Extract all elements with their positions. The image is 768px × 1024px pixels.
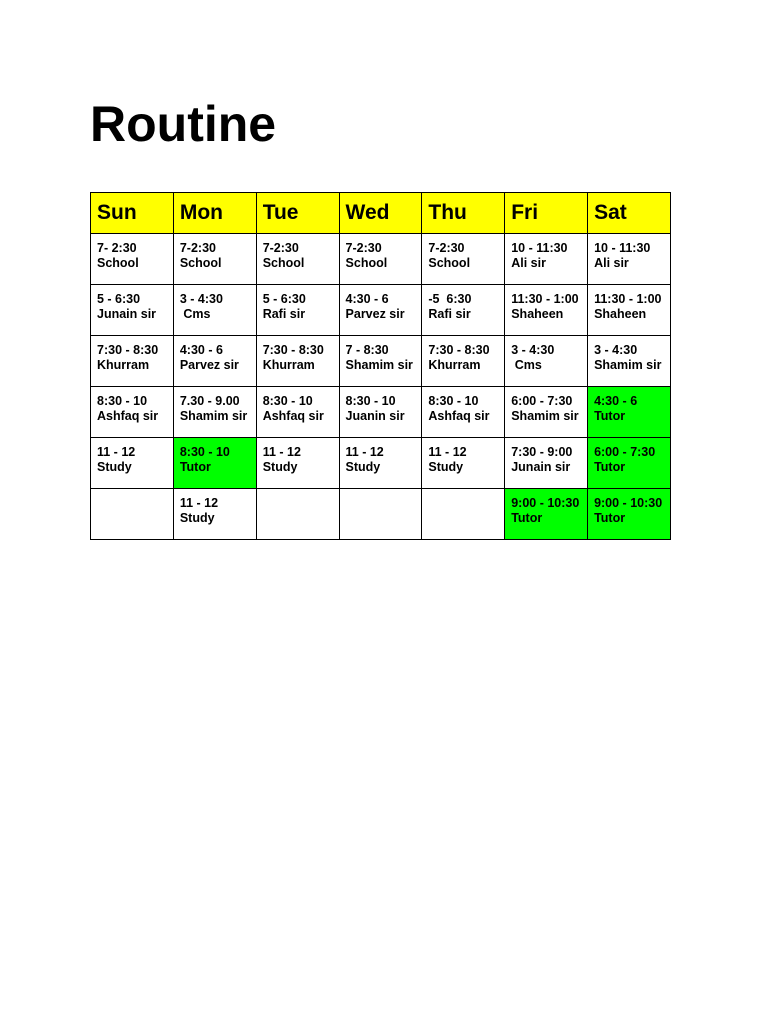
schedule-cell-wed	[339, 234, 422, 285]
schedule-cell-mon	[173, 336, 256, 387]
cell-time: 11:30 - 1:00	[511, 292, 579, 306]
cell-time: 4:30 - 6	[179, 343, 223, 357]
table-row	[91, 336, 671, 387]
table-row	[91, 285, 671, 336]
schedule-cell-sat	[588, 234, 671, 285]
cell-time: 11 - 12	[428, 445, 467, 459]
cell-time: 8:30 - 10	[345, 394, 396, 408]
cell-label: Parvez sir	[179, 358, 239, 372]
schedule-cell-mon	[173, 438, 256, 489]
table-row	[91, 489, 671, 540]
cell-time: 7:30 - 9:00	[511, 445, 573, 459]
day-header-thu: Thu	[422, 193, 505, 234]
cell-label: Shaheen	[511, 307, 564, 321]
cell-time: 3 - 4:30	[179, 292, 223, 306]
schedule-cell-tue	[256, 336, 339, 387]
schedule-cell-wed	[339, 336, 422, 387]
cell-time: 9:00 - 10:30	[594, 496, 663, 510]
page-title: Routine	[90, 96, 277, 152]
cell-label: Shamim sir	[179, 409, 248, 423]
schedule-cell-wed	[339, 387, 422, 438]
cell-label: Rafi sir	[262, 307, 306, 321]
schedule-cell-mon	[173, 489, 256, 540]
schedule-cell-tue	[256, 438, 339, 489]
header-row	[91, 193, 671, 234]
schedule-cell-fri	[505, 387, 588, 438]
cell-label: Rafi sir	[428, 307, 471, 321]
cell-time: 3 - 4:30	[511, 343, 555, 357]
cell-label: Tutor	[594, 460, 626, 474]
table-row	[91, 387, 671, 438]
cell-label: Juanin sir	[345, 409, 405, 423]
schedule-cell-sun	[91, 387, 174, 438]
cell-time: 8:30 - 10	[262, 394, 313, 408]
cell-label: Shamim sir	[594, 358, 662, 372]
day-header-wed: Wed	[339, 193, 422, 234]
cell-time: 5 - 6:30	[262, 292, 306, 306]
cell-label: Tutor	[594, 409, 626, 423]
schedule-cell-mon	[173, 387, 256, 438]
cell-label: School	[179, 256, 222, 270]
cell-label: Cms	[511, 358, 542, 372]
schedule-cell-fri	[505, 336, 588, 387]
schedule-cell-fri	[505, 438, 588, 489]
cell-label: Ashfaq sir	[262, 409, 324, 423]
cell-label: Junain sir	[97, 307, 157, 321]
cell-label: Ali sir	[511, 256, 546, 270]
cell-time: 10 - 11:30	[511, 241, 568, 255]
cell-label: School	[428, 256, 471, 270]
schedule-cell-thu	[422, 489, 505, 540]
cell-label: Cms	[179, 307, 211, 321]
cell-label: Ashfaq sir	[97, 409, 159, 423]
cell-label: Ali sir	[594, 256, 629, 270]
schedule-cell-wed	[339, 285, 422, 336]
schedule-cell-mon	[173, 285, 256, 336]
cell-time: 11 - 12	[262, 445, 301, 459]
cell-label: School	[97, 256, 139, 270]
cell-time: 11 - 12	[345, 445, 384, 459]
cell-label: Study	[428, 460, 464, 474]
cell-label: Junain sir	[511, 460, 571, 474]
table-body	[91, 234, 671, 540]
cell-label: Tutor	[179, 460, 211, 474]
schedule-cell-wed	[339, 489, 422, 540]
cell-time: 6:00 - 7:30	[594, 445, 656, 459]
schedule-cell-fri	[505, 234, 588, 285]
schedule-cell-tue	[256, 285, 339, 336]
schedule-cell-sun	[91, 438, 174, 489]
day-header-sat: Sat	[588, 193, 671, 234]
cell-label: Khurram	[97, 358, 150, 372]
schedule-cell-sun	[91, 285, 174, 336]
cell-time: 9:00 - 10:30	[511, 496, 580, 510]
schedule-cell-thu	[422, 387, 505, 438]
schedule-cell-sat	[588, 387, 671, 438]
cell-time: 8:30 - 10	[428, 394, 479, 408]
cell-label: School	[262, 256, 305, 270]
schedule-cell-thu	[422, 336, 505, 387]
cell-time: 7-2:30	[428, 241, 465, 255]
cell-label: Parvez sir	[345, 307, 405, 321]
cell-time: 10 - 11:30	[594, 241, 651, 255]
cell-time: 7:30 - 8:30	[428, 343, 490, 357]
schedule-cell-tue	[256, 234, 339, 285]
cell-label: Study	[97, 460, 132, 474]
schedule-cell-thu	[422, 438, 505, 489]
cell-label: Shamim sir	[511, 409, 579, 423]
cell-time: -5 6:30	[428, 292, 472, 306]
cell-label: Study	[345, 460, 381, 474]
cell-time: 11:30 - 1:00	[594, 292, 662, 306]
day-header-mon: Mon	[173, 193, 256, 234]
cell-label: Tutor	[594, 511, 626, 525]
cell-label: School	[345, 256, 388, 270]
schedule-cell-thu	[422, 234, 505, 285]
cell-time: 6:00 - 7:30	[511, 394, 573, 408]
cell-time: 7.30 - 9.00	[179, 394, 240, 408]
cell-time: 7-2:30	[345, 241, 382, 255]
cell-time: 11 - 12	[179, 496, 219, 510]
cell-time: 7- 2:30	[97, 241, 137, 255]
cell-label: Shamim sir	[345, 358, 413, 372]
schedule-cell-tue	[256, 387, 339, 438]
cell-time: 7:30 - 8:30	[262, 343, 324, 357]
cell-time: 11 - 12	[97, 445, 136, 459]
schedule-cell-fri	[505, 285, 588, 336]
schedule-cell-sun	[91, 489, 174, 540]
schedule-cell-mon	[173, 234, 256, 285]
cell-time: 8:30 - 10	[179, 445, 230, 459]
cell-time: 5 - 6:30	[97, 292, 141, 306]
schedule-cell-wed	[339, 438, 422, 489]
table-row	[91, 438, 671, 489]
cell-label: Tutor	[511, 511, 543, 525]
cell-label: Ashfaq sir	[428, 409, 490, 423]
cell-label: Study	[262, 460, 298, 474]
day-header-sun: Sun	[91, 193, 174, 234]
cell-time: 8:30 - 10	[97, 394, 148, 408]
cell-time: 3 - 4:30	[594, 343, 638, 357]
routine-table	[90, 192, 671, 540]
cell-time: 7 - 8:30	[345, 343, 389, 357]
schedule-cell-sat	[588, 336, 671, 387]
day-header-tue: Tue	[256, 193, 339, 234]
cell-time: 7:30 - 8:30	[97, 343, 159, 357]
cell-label: Khurram	[262, 358, 315, 372]
schedule-cell-sun	[91, 336, 174, 387]
table-row	[91, 234, 671, 285]
schedule-cell-tue	[256, 489, 339, 540]
schedule-cell-fri	[505, 489, 588, 540]
cell-time: 4:30 - 6	[594, 394, 638, 408]
cell-label: Shaheen	[594, 307, 647, 321]
day-header-fri: Fri	[505, 193, 588, 234]
schedule-cell-sun	[91, 234, 174, 285]
cell-time: 7-2:30	[179, 241, 216, 255]
cell-label: Khurram	[428, 358, 481, 372]
cell-time: 7-2:30	[262, 241, 299, 255]
schedule-cell-sat	[588, 489, 671, 540]
schedule-cell-thu	[422, 285, 505, 336]
cell-time: 4:30 - 6	[345, 292, 389, 306]
cell-label: Study	[179, 511, 215, 525]
schedule-cell-sat	[588, 438, 671, 489]
schedule-cell-sat	[588, 285, 671, 336]
